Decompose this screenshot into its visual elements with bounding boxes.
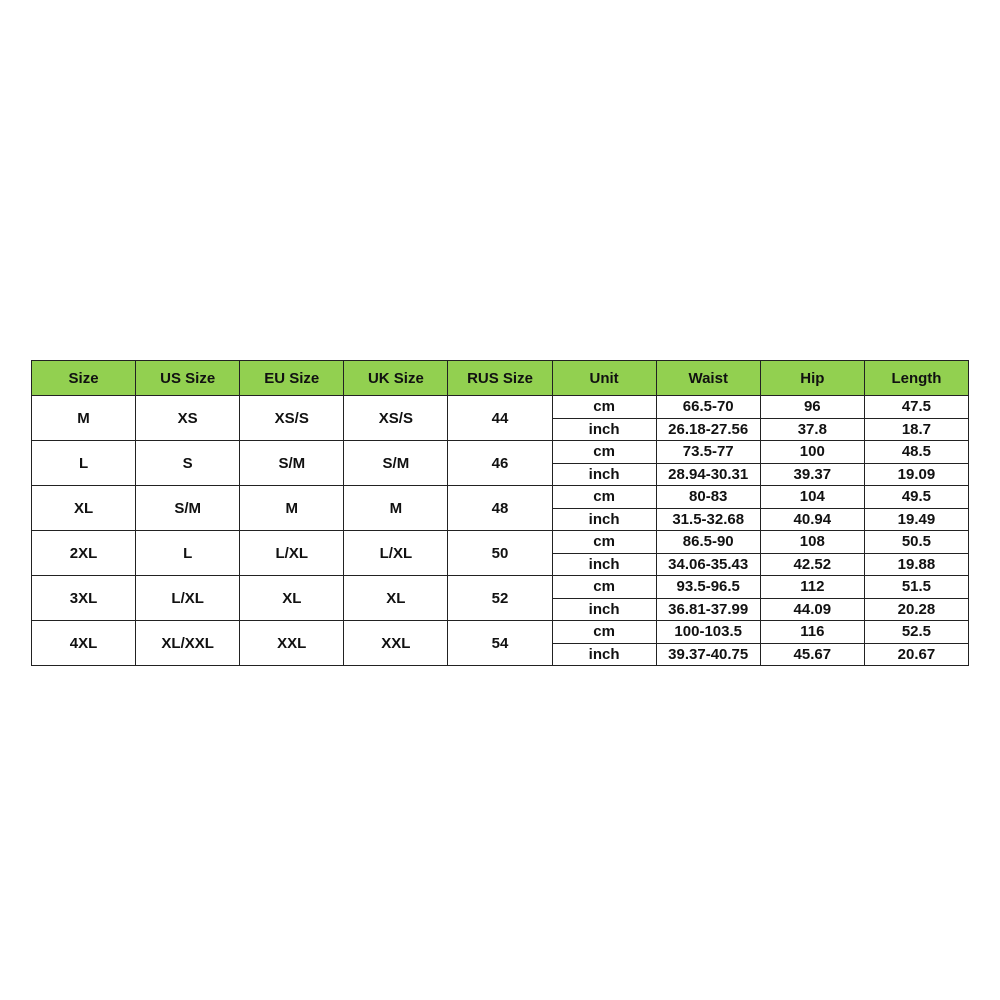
hip-cell: 100 (760, 441, 864, 464)
table-row (32, 576, 969, 599)
eu-size-cell: M (240, 486, 344, 531)
uk-size-cell: XXL (344, 621, 448, 666)
size-cell: 4XL (32, 621, 136, 666)
column-header-uk-size: UK Size (344, 361, 448, 396)
size-cell: XL (32, 486, 136, 531)
unit-cell: inch (552, 508, 656, 531)
rus-size-cell: 48 (448, 486, 552, 531)
column-header-unit: Unit (552, 361, 656, 396)
unit-cell: cm (552, 576, 656, 599)
waist-cell: 34.06-35.43 (656, 553, 760, 576)
eu-size-cell: XS/S (240, 396, 344, 441)
waist-cell: 100-103.5 (656, 621, 760, 644)
us-size-cell: XL/XXL (136, 621, 240, 666)
table-row (32, 531, 969, 554)
table-row (32, 486, 969, 509)
length-cell: 18.7 (864, 418, 968, 441)
hip-cell: 104 (760, 486, 864, 509)
table-header (32, 361, 969, 396)
uk-size-cell: S/M (344, 441, 448, 486)
column-header-waist: Waist (656, 361, 760, 396)
hip-cell: 37.8 (760, 418, 864, 441)
size-cell: 3XL (32, 576, 136, 621)
us-size-cell: XS (136, 396, 240, 441)
hip-cell: 96 (760, 396, 864, 419)
unit-cell: cm (552, 621, 656, 644)
waist-cell: 93.5-96.5 (656, 576, 760, 599)
waist-cell: 26.18-27.56 (656, 418, 760, 441)
hip-cell: 44.09 (760, 598, 864, 621)
length-cell: 47.5 (864, 396, 968, 419)
size-cell: M (32, 396, 136, 441)
column-header-eu-size: EU Size (240, 361, 344, 396)
hip-cell: 108 (760, 531, 864, 554)
us-size-cell: S/M (136, 486, 240, 531)
hip-cell: 116 (760, 621, 864, 644)
column-header-size: Size (32, 361, 136, 396)
column-header-us-size: US Size (136, 361, 240, 396)
rus-size-cell: 46 (448, 441, 552, 486)
length-cell: 50.5 (864, 531, 968, 554)
unit-cell: cm (552, 396, 656, 419)
length-cell: 51.5 (864, 576, 968, 599)
length-cell: 19.09 (864, 463, 968, 486)
length-cell: 20.67 (864, 643, 968, 666)
hip-cell: 45.67 (760, 643, 864, 666)
length-cell: 52.5 (864, 621, 968, 644)
hip-cell: 42.52 (760, 553, 864, 576)
eu-size-cell: S/M (240, 441, 344, 486)
eu-size-cell: XL (240, 576, 344, 621)
rus-size-cell: 52 (448, 576, 552, 621)
table-row (32, 396, 969, 419)
rus-size-cell: 50 (448, 531, 552, 576)
length-cell: 19.49 (864, 508, 968, 531)
us-size-cell: L/XL (136, 576, 240, 621)
uk-size-cell: XS/S (344, 396, 448, 441)
hip-cell: 40.94 (760, 508, 864, 531)
waist-cell: 39.37-40.75 (656, 643, 760, 666)
unit-cell: inch (552, 643, 656, 666)
length-cell: 19.88 (864, 553, 968, 576)
length-cell: 48.5 (864, 441, 968, 464)
waist-cell: 86.5-90 (656, 531, 760, 554)
eu-size-cell: L/XL (240, 531, 344, 576)
column-header-hip: Hip (760, 361, 864, 396)
uk-size-cell: M (344, 486, 448, 531)
eu-size-cell: XXL (240, 621, 344, 666)
unit-cell: inch (552, 418, 656, 441)
waist-cell: 36.81-37.99 (656, 598, 760, 621)
table-body (32, 396, 969, 666)
table-row (32, 441, 969, 464)
waist-cell: 73.5-77 (656, 441, 760, 464)
hip-cell: 39.37 (760, 463, 864, 486)
length-cell: 49.5 (864, 486, 968, 509)
column-header-rus-size: RUS Size (448, 361, 552, 396)
length-cell: 20.28 (864, 598, 968, 621)
waist-cell: 80-83 (656, 486, 760, 509)
waist-cell: 66.5-70 (656, 396, 760, 419)
size-chart-table (31, 360, 969, 666)
uk-size-cell: XL (344, 576, 448, 621)
unit-cell: inch (552, 553, 656, 576)
unit-cell: cm (552, 486, 656, 509)
unit-cell: cm (552, 531, 656, 554)
column-header-length: Length (864, 361, 968, 396)
waist-cell: 28.94-30.31 (656, 463, 760, 486)
unit-cell: inch (552, 463, 656, 486)
uk-size-cell: L/XL (344, 531, 448, 576)
us-size-cell: L (136, 531, 240, 576)
hip-cell: 112 (760, 576, 864, 599)
size-cell: L (32, 441, 136, 486)
rus-size-cell: 54 (448, 621, 552, 666)
size-cell: 2XL (32, 531, 136, 576)
table-row (32, 621, 969, 644)
header-row (32, 361, 969, 396)
unit-cell: inch (552, 598, 656, 621)
waist-cell: 31.5-32.68 (656, 508, 760, 531)
rus-size-cell: 44 (448, 396, 552, 441)
us-size-cell: S (136, 441, 240, 486)
unit-cell: cm (552, 441, 656, 464)
